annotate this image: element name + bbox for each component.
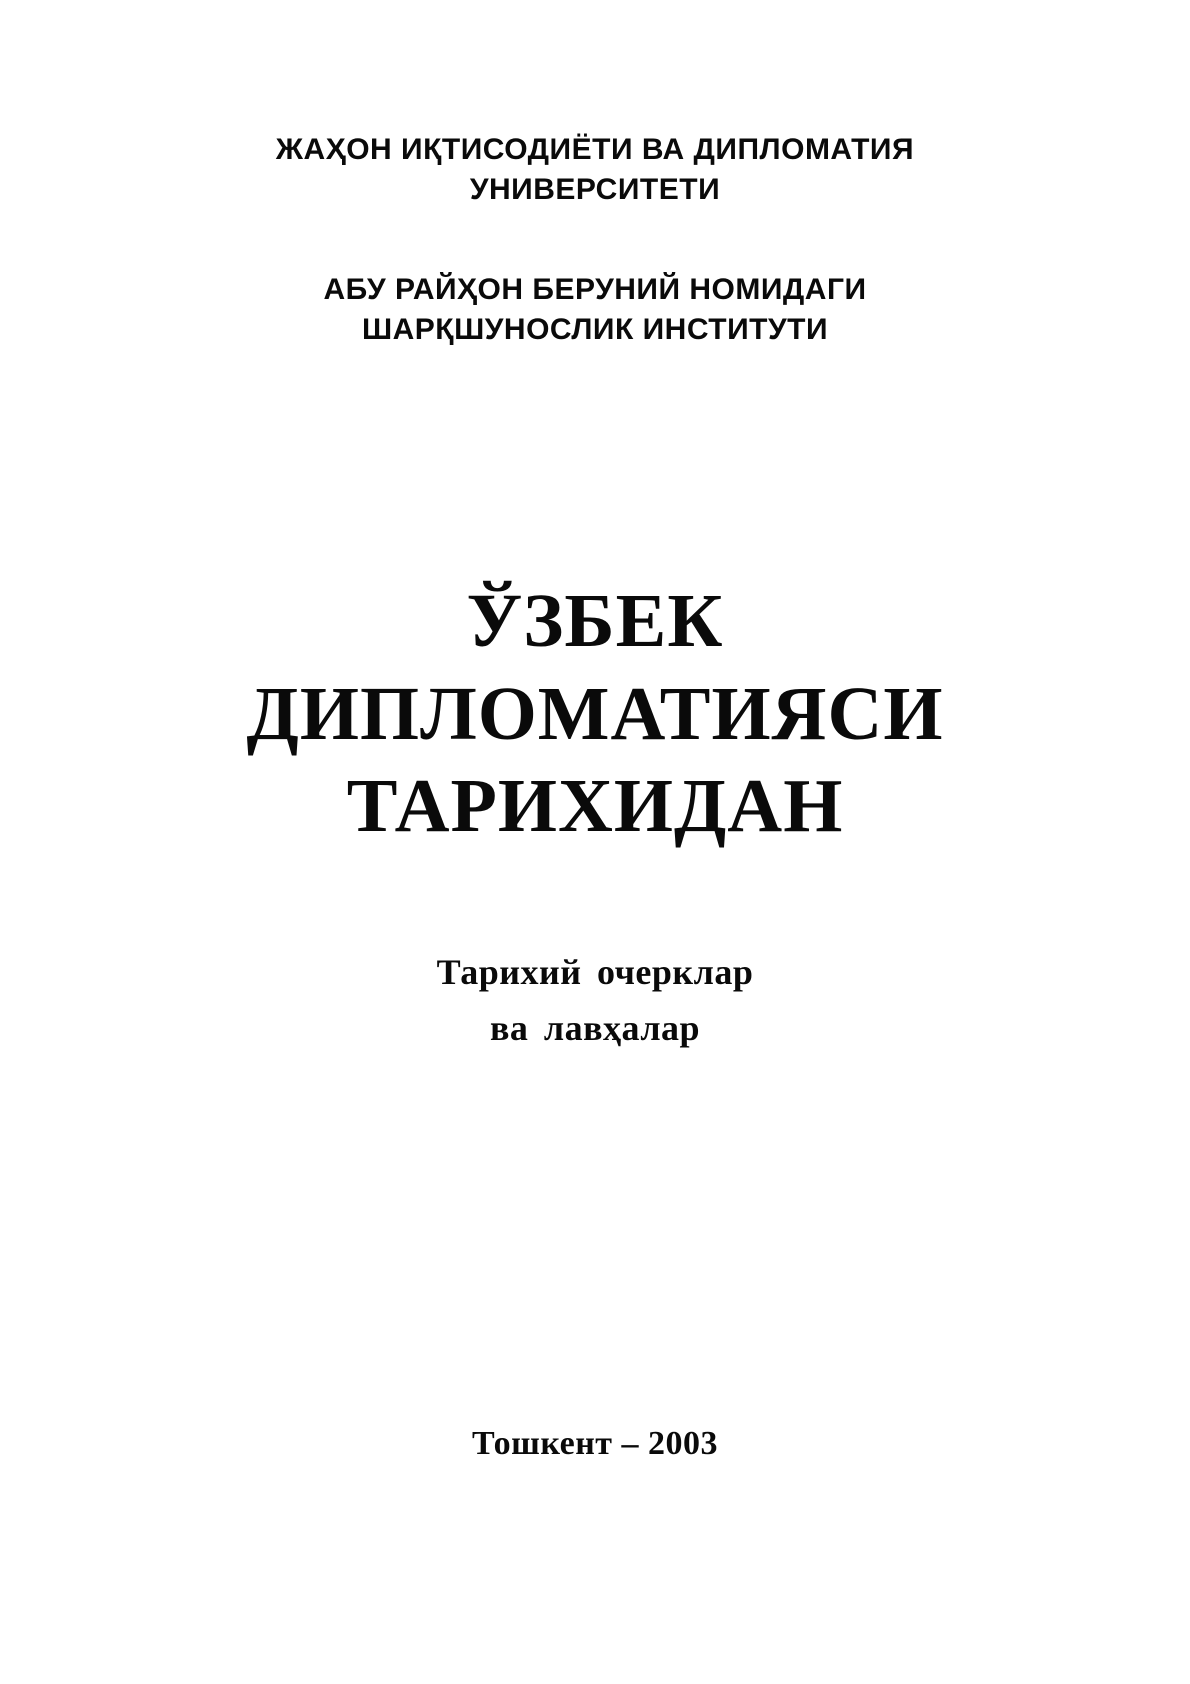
title-line-2: ДИПЛОМАТИЯСИ <box>246 671 944 756</box>
subtitle-line-1: Тарихий очерклар <box>436 952 754 992</box>
subtitle-line-2: ва лавҳалар <box>489 1007 701 1048</box>
title-line-3: ТАРИХИДАН <box>346 764 844 849</box>
institute-name-line-1: АБУ РАЙҲОН БЕРУНИЙ НОМИДАГИ <box>323 272 867 306</box>
institution-block <box>0 130 1190 350</box>
title-line-1: ЎЗБЕК <box>466 579 724 663</box>
university-name-line-1: ЖАҲОН ИҚТИСОДИЁТИ ВА ДИПЛОМАТИЯ <box>275 133 915 166</box>
page-title <box>0 575 1190 853</box>
imprint-line: Тошкент – 2003 <box>472 1425 718 1462</box>
institute-name-line-2: ШАРҚШУНОСЛИК ИНСТИТУТИ <box>361 312 829 346</box>
page-subtitle <box>0 945 1190 1057</box>
university-name-line-2: УНИВЕРСИТЕТИ <box>469 172 721 206</box>
